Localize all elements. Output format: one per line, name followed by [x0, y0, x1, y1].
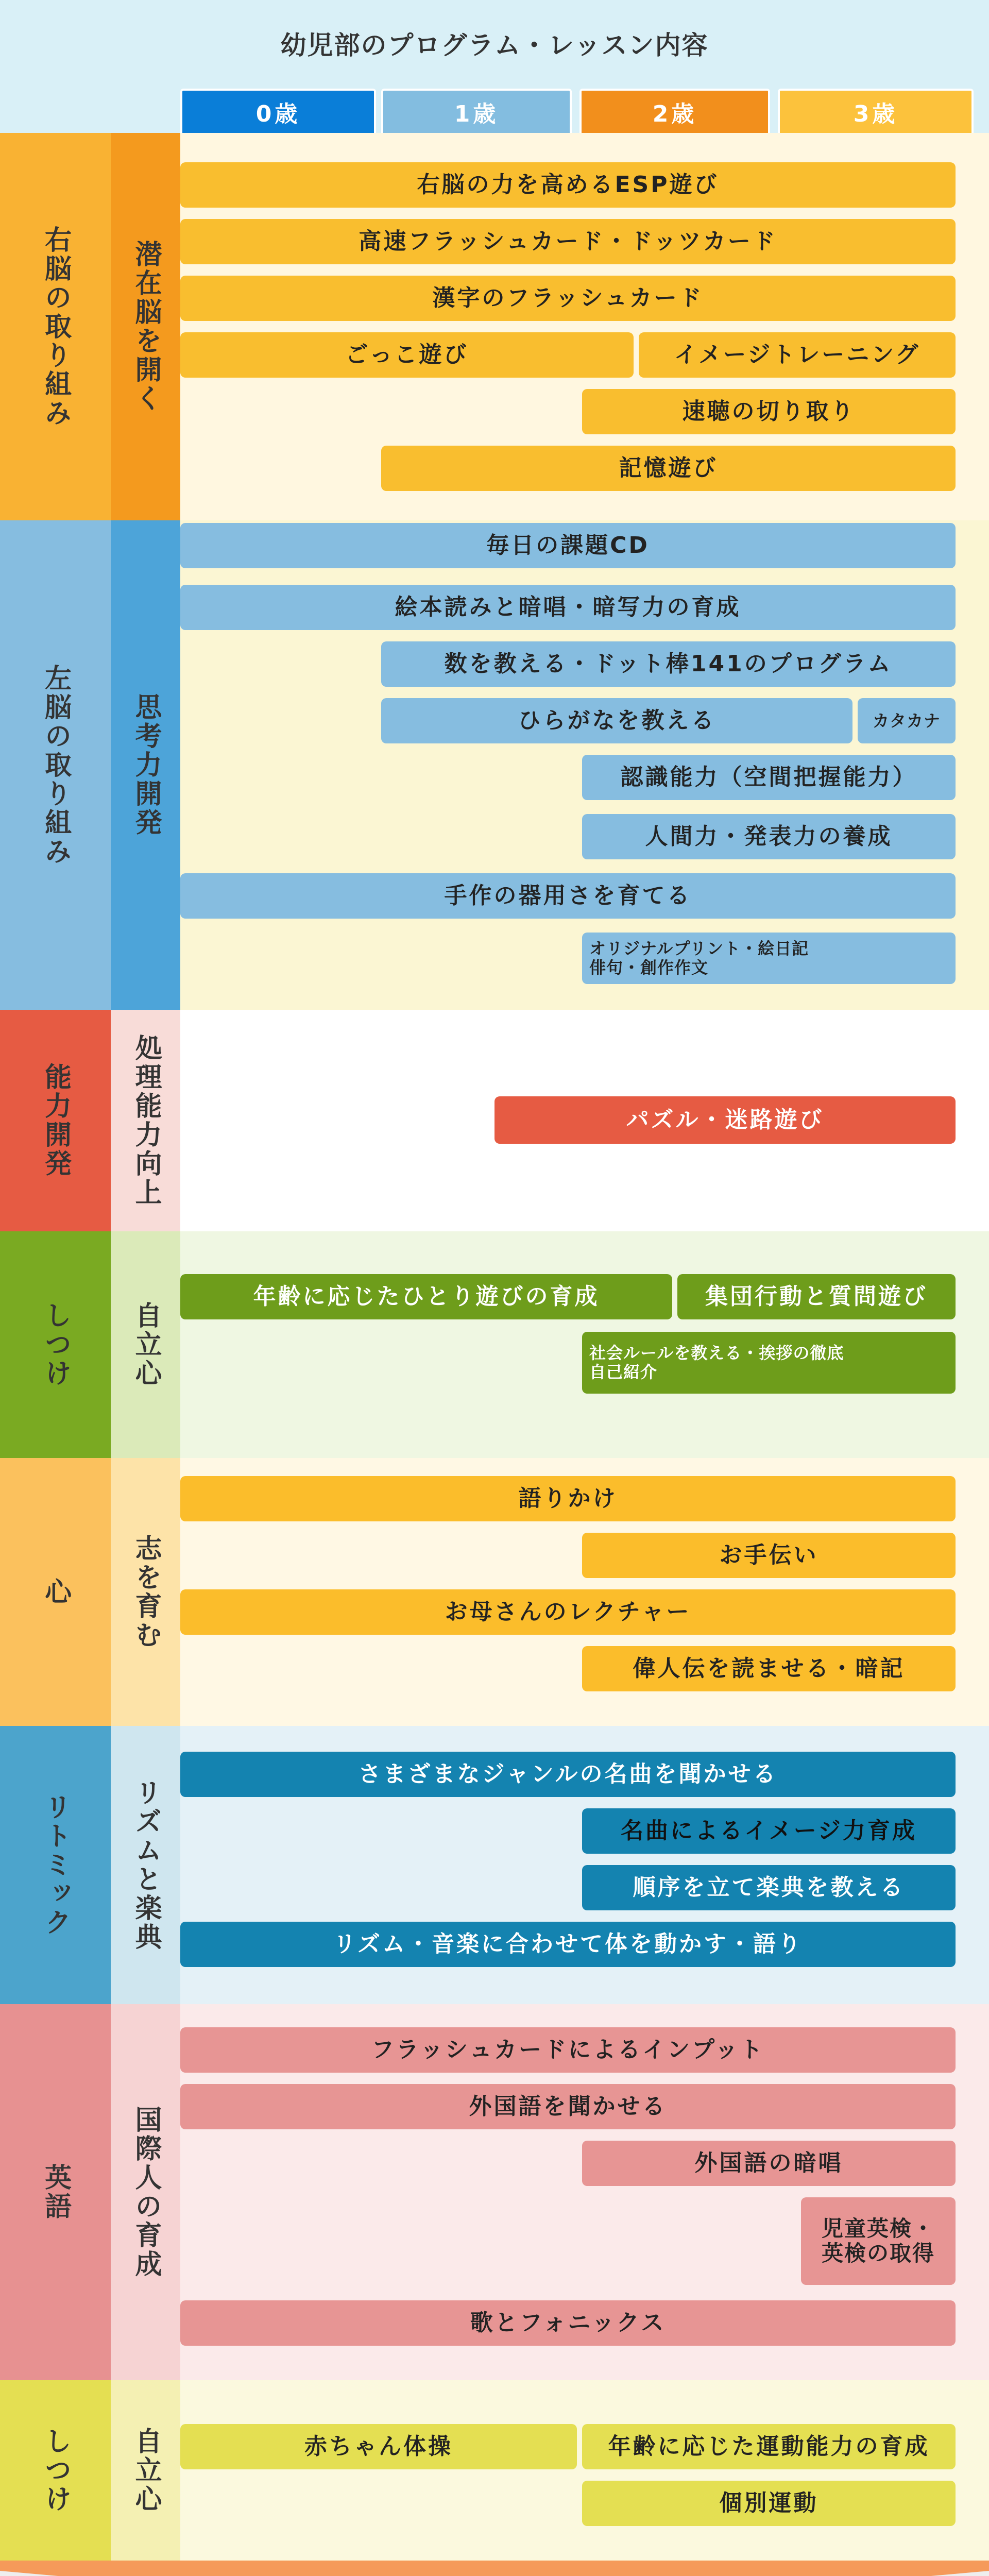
bar-solo-play: 年齢に応じたひとり遊びの育成 — [180, 1274, 672, 1319]
bar-classical-music: さまざまなジャンルの名曲を聞かせる — [180, 1752, 956, 1797]
bar-original-print: オリジナルプリント・絵日記 俳句・創作作文 — [582, 933, 956, 984]
bar-spatial: 認識能力（空間把握能力） — [582, 755, 956, 800]
bar-individual-exercise: 個別運動 — [582, 2481, 956, 2526]
discipline2-sub: 自立心 — [111, 2380, 180, 2561]
bar-hiragana: ひらがなを教える — [381, 698, 852, 743]
bar-music-theory: 順序を立て楽典を教える — [582, 1865, 956, 1910]
right-brain-category: 右脳の取り組み — [0, 133, 111, 520]
discipline1-category: しつけ — [0, 1231, 111, 1458]
bar-image-power: 名曲によるイメージ力育成 — [582, 1808, 956, 1854]
age-tab-3: 3歳 — [778, 89, 974, 133]
bar-baby-exercise: 赤ちゃん体操 — [180, 2424, 577, 2469]
age-tab-2: 2歳 — [579, 89, 770, 133]
bar-humanity: 人間力・発表力の養成 — [582, 814, 956, 859]
bar-foreign-recite: 外国語の暗唱 — [582, 2141, 956, 2186]
rhythmic-category: リトミック — [0, 1726, 111, 2004]
discipline1-sub: 自立心 — [111, 1231, 180, 1458]
english-sub: 国際人の育成 — [111, 2004, 180, 2380]
ability-category: 能力開発 — [0, 1010, 111, 1231]
right-brain-sub: 潜在脳を開く — [111, 133, 180, 520]
english-category: 英語 — [0, 2004, 111, 2380]
bar-flashcard-dots: 高速フラッシュカード・ドッツカード — [180, 219, 956, 264]
bar-phonics: 歌とフォニックス — [180, 2300, 956, 2346]
bar-social-rules: 社会ルールを教える・挨拶の徹底 自己紹介 — [582, 1332, 956, 1394]
age-tab-1: 1歳 — [381, 89, 572, 133]
bar-image-training: イメージトレーニング — [639, 332, 956, 378]
left-brain-sub: 思考力開発 — [111, 520, 180, 1010]
bar-katakana: カタカナ — [858, 698, 956, 743]
left-brain-category: 左脳の取り組み — [0, 520, 111, 1010]
bar-number-dots: 数を教える・ドット棒141のプログラム — [381, 641, 956, 687]
bar-dexterity: 手作の器用さを育てる — [180, 873, 956, 919]
bar-pretend-play: ごっこ遊び — [180, 332, 634, 378]
bar-helping: お手伝い — [582, 1533, 956, 1578]
bar-foreign-listen: 外国語を聞かせる — [180, 2084, 956, 2129]
bar-move-body: リズム・音楽に合わせて体を動かす・語り — [180, 1922, 956, 1967]
down-arrow-icon — [0, 2561, 989, 2576]
bar-kanji-flash: 漢字のフラッシュカード — [180, 276, 956, 321]
bar-daily-cd: 毎日の課題CD — [180, 523, 956, 568]
ability-sub: 処理能力向上 — [111, 1010, 180, 1231]
bar-mother-lecture: お母さんのレクチャー — [180, 1589, 956, 1635]
bar-motor-skills: 年齢に応じた運動能力の育成 — [582, 2424, 956, 2469]
bar-group-action: 集団行動と質問遊び — [677, 1274, 956, 1319]
bar-picture-book: 絵本読みと暗唱・暗写力の育成 — [180, 585, 956, 630]
bar-memory-play: 記憶遊び — [381, 446, 956, 491]
bar-puzzle: パズル・迷路遊び — [494, 1096, 956, 1144]
heart-category: 心 — [0, 1458, 111, 1726]
heart-sub: 志を育む — [111, 1458, 180, 1726]
rhythmic-sub: リズムと楽典 — [111, 1726, 180, 2004]
page-title: 幼児部のプログラム・レッスン内容 — [280, 30, 709, 60]
bar-speed-listening: 速聴の切り取り — [582, 389, 956, 434]
bar-biography: 偉人伝を読ませる・暗記 — [582, 1646, 956, 1691]
bar-flash-input: フラッシュカードによるインプット — [180, 2027, 956, 2073]
bar-talking: 語りかけ — [180, 1476, 956, 1521]
bar-eiken: 児童英検・ 英検の取得 — [801, 2197, 956, 2285]
discipline2-category: しつけ — [0, 2380, 111, 2561]
age-tab-0: 0歳 — [180, 89, 376, 133]
bar-esp: 右脳の力を高めるESP遊び — [180, 162, 956, 208]
